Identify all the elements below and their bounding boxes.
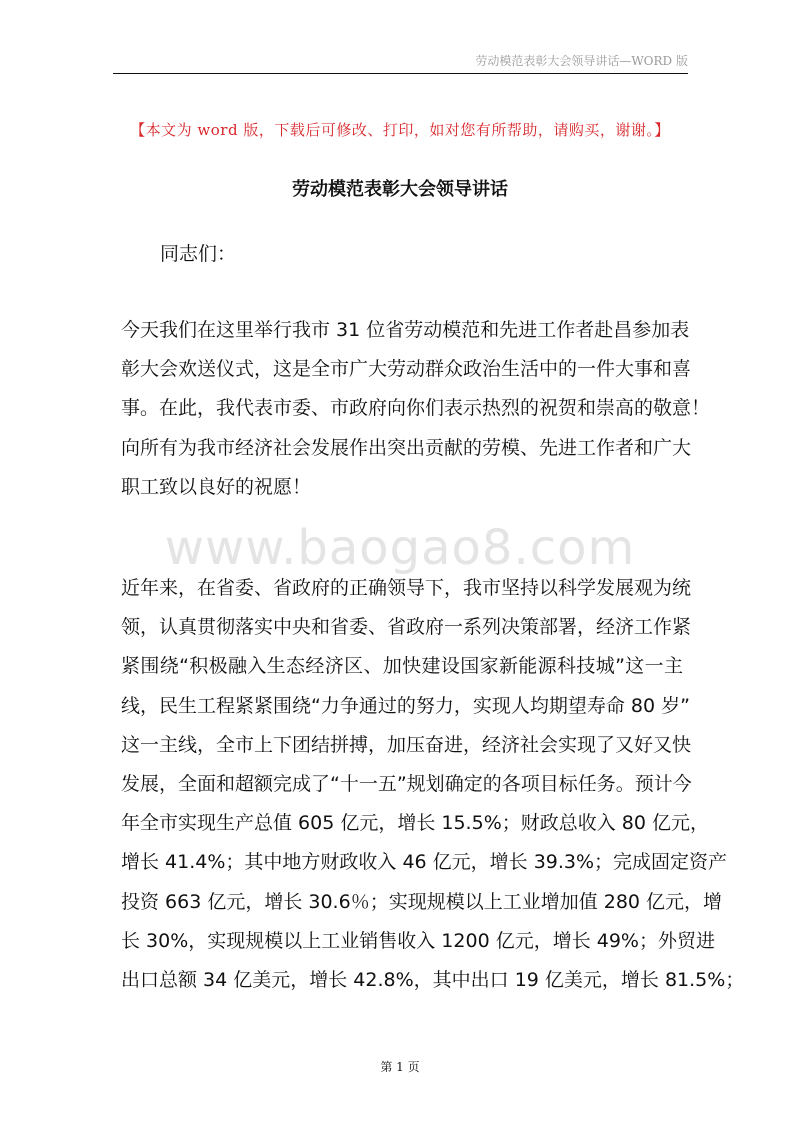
watermark: www.baogao8.com [164,520,636,576]
paragraph-line: 今天我们在这里举行我市 31 位省劳动模范和先进工作者赴昌参加表 [121,319,690,341]
salutation: 同志们： [160,243,237,265]
paragraph-line: 领，认真贯彻落实中央和省委、省政府一系列决策部署，经济工作紧 [121,616,692,639]
paragraph-2 [121,569,745,1000]
header-divider [113,73,688,74]
paragraph-line: 向所有为我市经济社会发展作出突出贡献的劳模、先进工作者和广大 [121,436,692,459]
paragraph-line: 增长 41.4%；其中地方财政收入 46 亿元，增长 39.3%；完成固定资产 [121,851,728,874]
paragraph-line: 线，民生工程紧紧围绕“力争通过的努力，实现人均期望寿命 80 岁” [121,694,690,717]
paragraph-line: 长 30%，实现规模以上工业销售收入 1200 亿元，增长 49%；外贸进 [121,929,715,952]
paragraph-line: 投资 663 亿元，增长 30.6％；实现规模以上工业增加值 280 亿元，增 [121,890,723,913]
running-header: 劳动模范表彰大会领导讲话—WORD 版 [475,54,688,68]
paragraph-line: 彰大会欢送仪式，这是全市广大劳动群众政治生活中的一件大事和喜 [121,358,692,381]
paragraph-line: 近年来，在省委、省政府的正确领导下，我市坚持以科学发展观为统 [121,577,692,599]
paragraph-line: 职工致以良好的祝愿！ [121,475,312,498]
paragraph-line: 这一主线，全市上下团结拼搏，加压奋进，经济社会实现了又好又快 [121,733,692,756]
page-number: 第 1 页 [380,1060,420,1074]
purchase-notice: 【本文为 word 版，下载后可修改、打印，如对您有所帮助，请购买，谢谢。】 [130,121,670,139]
paragraph-1 [121,311,711,507]
paragraph-line: 发展，全面和超额完成了“十一五”规划确定的各项目标任务。预计今 [121,772,692,795]
paragraph-line: 年全市实现生产总值 605 亿元，增长 15.5%；财政总收入 80 亿元， [121,812,709,835]
paragraph-line: 紧围绕“积极融入生态经济区、加快建设国家新能源科技城”这一主 [121,655,683,678]
document-title: 劳动模范表彰大会领导讲话 [292,179,508,200]
paragraph-line: 出口总额 34 亿美元，增长 42.8%，其中出口 19 亿美元，增长 81.5%； [121,968,745,991]
paragraph-line: 事。在此，我代表市委、市政府向你们表示热烈的祝贺和崇高的敬意！ [121,397,711,420]
